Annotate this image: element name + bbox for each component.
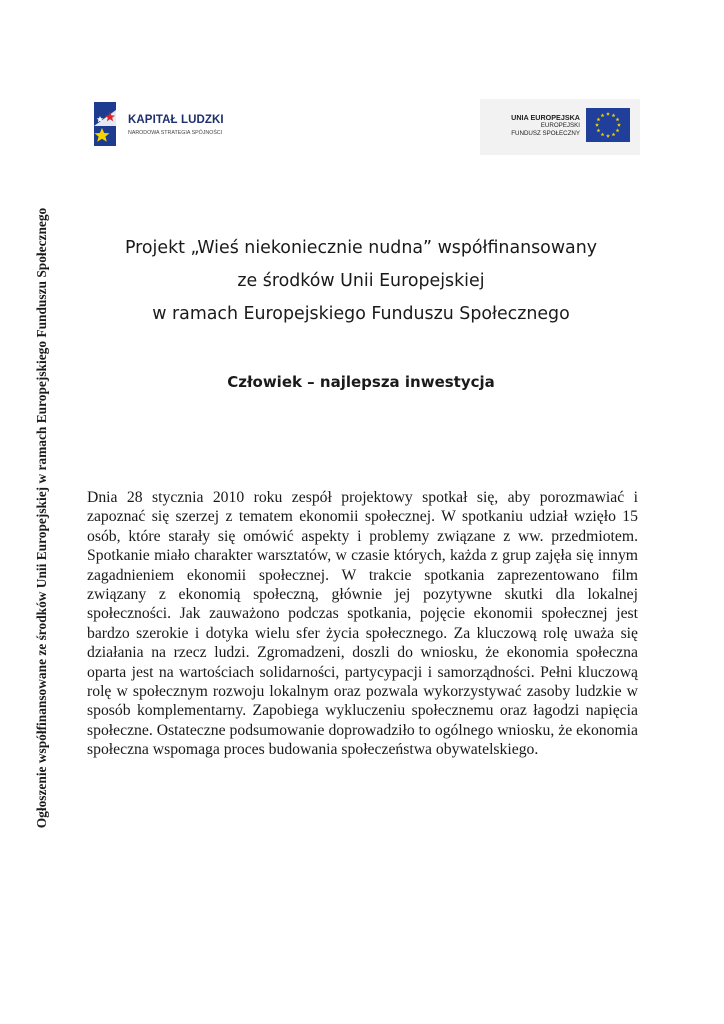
- page-heading: [90, 232, 632, 331]
- eu-logo-line1: UNIA EUROPEJSKA: [511, 113, 580, 122]
- kapital-ludzki-subtitle: NARODOWA STRATEGIA SPÓJNOŚCI: [128, 130, 223, 136]
- kapital-ludzki-logo: [92, 100, 242, 148]
- page-subtitle: Człowiek – najlepsza inwestycja: [227, 373, 495, 391]
- eu-logo-text: [511, 113, 580, 138]
- kapital-ludzki-emblem-icon: [92, 100, 126, 148]
- eu-logo: [480, 99, 640, 155]
- eu-logo-line2: EUROPEJSKI: [540, 122, 580, 129]
- heading-line-1: Projekt „Wieś niekoniecznie nudna” współfinansowany: [124, 238, 598, 258]
- eu-logo-line3: FUNDUSZ SPOŁECZNY: [511, 130, 580, 137]
- heading-line-2: ze środków Unii Europejskiej: [237, 271, 485, 291]
- side-note: Ogłoszenie współfinansowane ze środków Unii Europejskiej w ramach Europejskiego Funduszu Społecznego: [34, 207, 49, 829]
- body-paragraph: Dnia 28 stycznia 2010 roku zespół projektowy spotkał się, aby porozmawiać i zapoznać się szerzej z tematem ekonomii społecznej. W spotkaniu udział wzięło 15 osób, które starały się omówić aspekty i problemy związane z ww. przedmiotem. Spotkanie miało charakter warsztatów, w czasie których, każda z grup zajęła się innym zagadnieniem ekonomii społecznej. W trakcie spotkania zaprezentowano film związany z ekonomią społeczną, głównie jej pozytywne skutki dla lokalnej społeczności. Jak zauważono podczas spotkania, pojęcie ekonomii społecznej jest bardzo szerokie i dotyka wielu sfer życia społecznego. Za kluczową rolę uważa się działania na rzecz ludzi. Zgromadzeni, doszli do wniosku, że ekonomia społeczna oparta jest na wartościach solidarności, partycypacji i samorządności. Pełni kluczową rolę w społecznym rozwoju lokalnym oraz pozwala wykorzystywać zasoby ludzkie w sposób komplementarny. Zapobiega wykluczeniu społecznemu oraz łagodzi napięcia społeczne. Ostateczne podsumowanie doprowadziło to ogólnego wniosku, że ekonomia społeczna wspomaga proces budowania społeczeństwa obywatelskiego.: [87, 489, 638, 759]
- kapital-ludzki-title: KAPITAŁ LUDZKI: [128, 114, 224, 126]
- eu-flag-icon: [586, 108, 630, 142]
- heading-line-3: w ramach Europejskiego Funduszu Społecznego: [152, 304, 570, 324]
